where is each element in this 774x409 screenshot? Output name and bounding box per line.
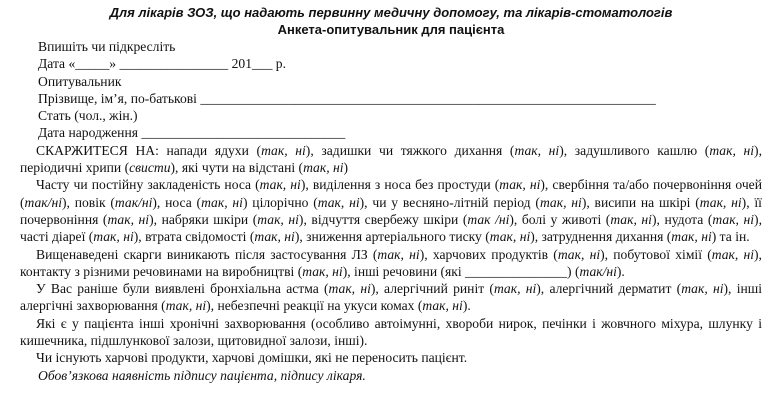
history-paragraph: У Вас раніше були виявлені бронхіальна астма (так, ні), алергічний риніт (так, ні), алергічний дерматит (так, ні), інші алергічні захворювання (так, ні), небезпечні реакції на укуси комах (так, ні). [20, 281, 762, 314]
date-field-line: Дата «_____» ________________ 201___ р. [38, 56, 286, 72]
instruction-line: Впишіть чи підкресліть [38, 39, 176, 54]
full-name-field-line: Прізвище, ім’я, по-батькові ___________________________________________________________________ [38, 90, 656, 106]
questionnaire-label: Опитувальник [38, 73, 122, 89]
header-audience: Для лікарів ЗОЗ, що надають первинну медичну допомогу, та лікарів-стоматологів [109, 5, 673, 20]
signature-note: Обов’язкова наявність підпису пацієнта, підпису лікаря. [38, 367, 366, 383]
food-intolerance-paragraph: Чи існують харчові продукти, харчові домішки, які не переносить пацієнт. [36, 350, 468, 366]
birth-date-field-line: Дата народження ______________________________ [38, 125, 346, 141]
chronic-diseases-paragraph: Які є у пацієнта інші хронічні захворювання (особливо автоімунні, хвороби нирок, печінки і жовчного міхура, шлунку і кишечника, підшлункової залози, щитовидної залози, інші). [20, 315, 762, 349]
header-title: Анкета-опитувальник для пацієнта [277, 22, 505, 37]
complaints-paragraph: СКАРЖИТЕСЯ НА: напади ядухи (так, ні), задишки чи тяжкого дихання (так, ні), задушливого кашлю (так, ні), періодичні хрипи (свисти), які чути на відстані (так, ні) [20, 142, 762, 176]
sex-field-line: Стать (чол., жін.) [38, 108, 138, 124]
symptoms-paragraph: Часту чи постійну закладеність носа (так, ні), виділення з носа без простуди (так, ні), свербіння та/або почервоніння очей (так/ні), повік (так/ні), носа (так, ні) цілорічно (так, ні), чи у весняно-літній період (так, ні), висипи на шкірі (так, ні), її почервоніння (так, ні), набряки шкіри (так, ні), відчуття свербежу шкіри (так /ні), болі у животі (так, ні), нудота (так, ні), часті діареї (так, ні), втрата свідомості (так, ні), зниження артеріального тиску (так, ні), затруднення дихання (так, ні) та ін. [20, 177, 762, 245]
triggers-paragraph: Вищенаведені скарги виникають після застосування ЛЗ (так, ні), харчових продуктів (так, ні), побутової хімії (так, ні), контакту з різними речовинами на виробництві (так, ні), інші речовини (які _______________) (так/ні). [20, 246, 762, 279]
